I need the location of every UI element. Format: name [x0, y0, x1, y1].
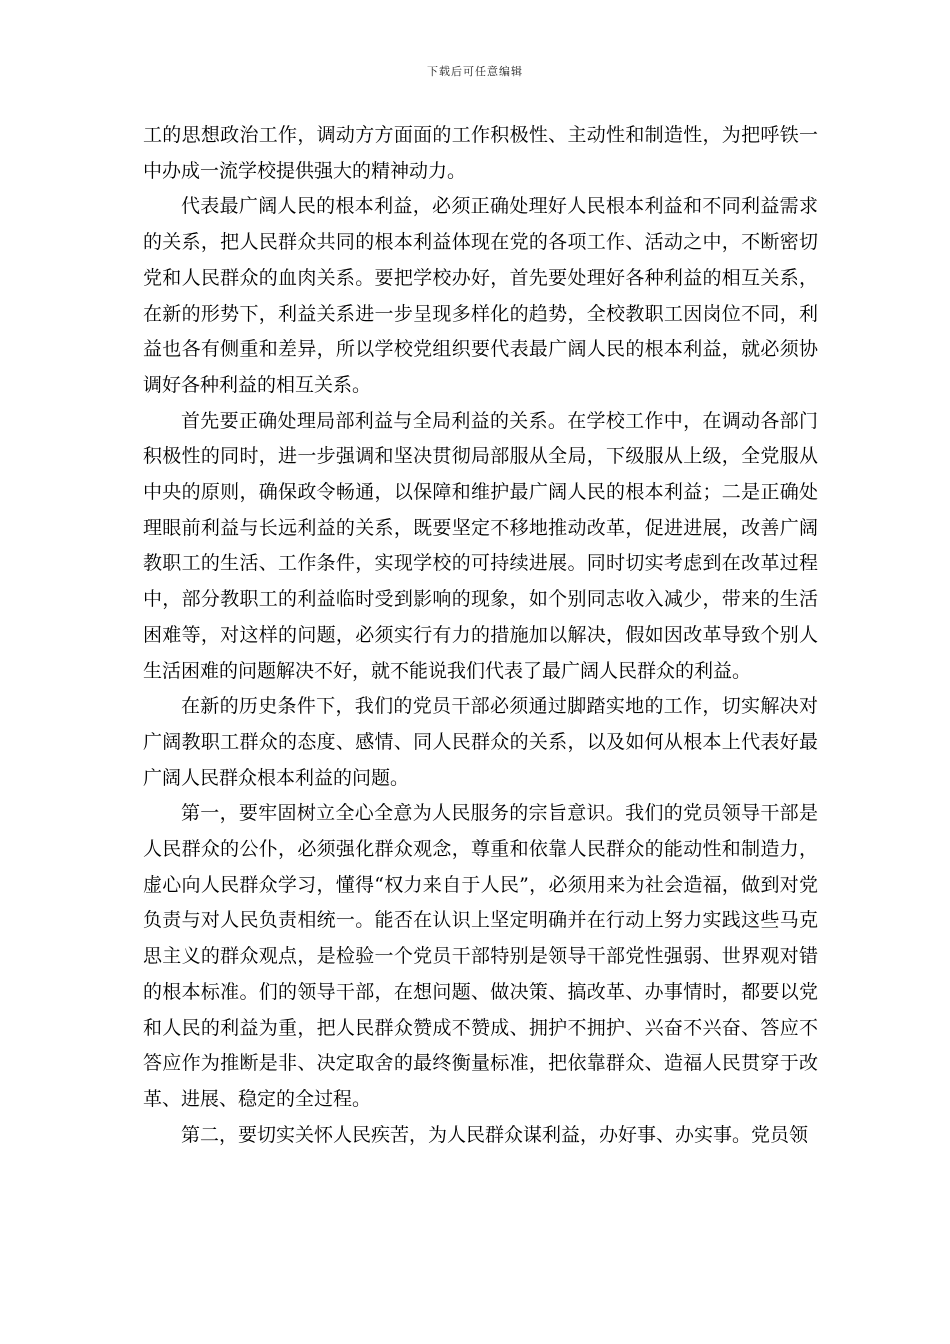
paragraph-fundamental-interests: 代表最广阔人民的根本利益，必须正确处理好人民根本利益和不同利益需求的关系，把人民群众共同的根本利益体现在党的各项工作、活动之中，不断密切党和人民群众的血肉关系。要把学校办好，首先要处理好各种利益的相互关系，在新的形势下，利益关系进一步呈现多样化的趋势，全校教职工因岗位不同，利益也各有侧重和差异，所以学校党组织要代表最广阔人民的根本利益，就必须协调好各种利益的相互关系。 — [143, 195, 818, 396]
page-header: 下载后可任意编辑 — [427, 65, 523, 78]
paragraph-local-vs-overall-interests: 首先要正确处理局部利益与全局利益的关系。在学校工作中，在调动各部门积极性的同时，进一步强调和坚决贯彻局部服从全局，下级服从上级，全党服从中央的原则，确保政令畅通，以保障和维护最广阔人民的根本利益；二是正确处理眼前利益与长远利益的关系，既要坚定不移地推动改革，促进进展，改善广阔教职工的生活、工作条件，实现学校的可持续进展。同时切实考虑到在改革过程中，部分教职工的利益临时受到影响的现象，如个别同志收入减少，带来的生活困难等，对这样的问题，必须实行有力的措施加以解决，假如因改革导致个别人生活困难的问题解决不好，就不能说我们代表了最广阔人民群众的利益。 — [143, 409, 818, 682]
document-body — [143, 118, 818, 1153]
paragraph-new-historical-conditions: 在新的历史条件下，我们的党员干部必须通过脚踏实地的工作，切实解决对广阔教职工群众的态度、感情、同人民群众的关系，以及如何从根本上代表好最广阔人民群众根本利益的问题。 — [143, 695, 818, 789]
paragraph-point-two: 第二，要切实关怀人民疾苦，为人民群众谋利益，办好事、办实事。党员领 — [181, 1123, 809, 1146]
paragraph-continuation: 工的思想政治工作，调动方方面面的工作积极性、主动性和制造性，为把呼铁一中办成一流学校提供强大的精神动力。 — [143, 124, 818, 182]
paragraph-point-one: 第一，要牢固树立全心全意为人民服务的宗旨意识。我们的党员领导干部是人民群众的公仆，必须强化群众观念，尊重和依靠人民群众的能动性和制造力，虚心向人民群众学习，懂得“权力来自于人民”，必须用来为社会造福，做到对党负责与对人民负责相统一。能否在认识上坚定明确并在行动上努力实践这些马克思主义的群众观点，是检验一个党员干部特别是领导干部党性强弱、世界观对错的根本标准。们的领导干部，在想问题、做决策、搞改革、办事情时，都要以党和人民的利益为重，把人民群众赞成不赞成、拥护不拥护、兴奋不兴奋、答应不答应作为推断是非、决定取舍的最终衡量标准，把依靠群众、造福人民贯穿于改革、进展、稳定的全过程。 — [143, 802, 818, 1110]
